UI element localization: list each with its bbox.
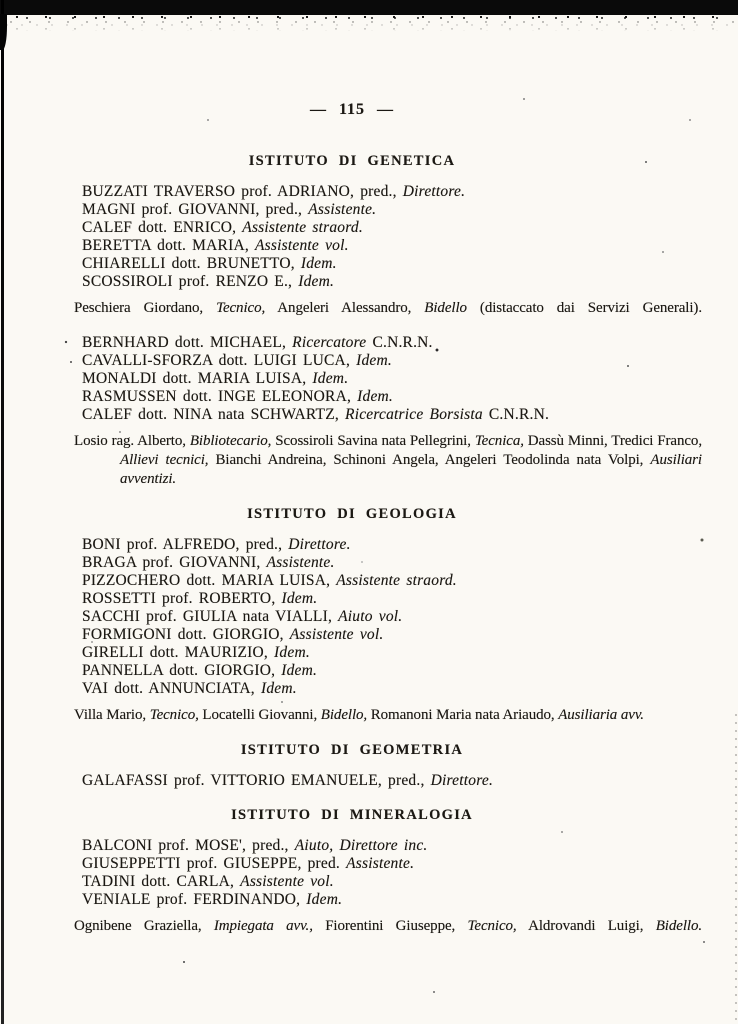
person-name-text: BRAGA prof. GIOVANNI, (82, 554, 267, 571)
person-name-text: BALCONI prof. MOSE', pred., (82, 837, 295, 854)
role-label: Bibliotecario, (189, 433, 272, 449)
scan-left-edge-line (1, 0, 4, 1024)
role-label: Direttore. (430, 772, 494, 789)
staff-list (82, 772, 702, 790)
role-label: Tecnica, (474, 433, 524, 449)
person-name-text: C.N.R.N. (482, 406, 550, 423)
role-label: Bidello (424, 300, 467, 316)
role-label: Direttore. (402, 183, 466, 200)
role-label: Assistente vol. (289, 626, 384, 643)
staff-entry (82, 662, 702, 680)
staff-entry (82, 352, 702, 370)
person-name-text: Losio rag. Alberto, (74, 433, 190, 449)
staff-paragraph (74, 299, 702, 318)
scan-right-edge-marks (735, 714, 737, 1024)
role-label: Idem. (274, 644, 310, 661)
role-label: Ausiliaria avv. (558, 707, 644, 723)
staff-entry (82, 536, 702, 554)
section-title: ISTITUTO DI GEOLOGIA (247, 506, 457, 522)
staff-entry (82, 406, 702, 424)
role-label: Idem. (260, 680, 297, 697)
role-label: Aiuto vol. (338, 608, 403, 625)
person-name-text: Dassù Minni, Tredici Franco, (523, 433, 702, 449)
staff-entry (82, 273, 702, 291)
staff-list (82, 536, 702, 698)
staff-entry (82, 201, 702, 219)
staff-entry (82, 873, 702, 891)
role-label: Assistente vol. (240, 873, 334, 890)
person-name-text: TADINI dott. CARLA, (82, 873, 241, 890)
role-label: Idem. (312, 370, 349, 387)
role-label: Idem. (281, 662, 318, 679)
person-name-text: Ognibene Graziella, (74, 918, 214, 934)
staff-entry (82, 891, 702, 909)
staff-entry (82, 855, 702, 873)
staff-entry (82, 219, 702, 237)
staff-entry (82, 255, 702, 273)
scan-corner-blob (0, 14, 7, 50)
person-name-text: MAGNI prof. GIOVANNI, pred., (82, 201, 309, 218)
scan-top-band (0, 0, 738, 15)
role-label: Idem. (300, 255, 337, 272)
staff-entry (82, 680, 702, 698)
person-name-text: RASMUSSEN dott. INGE ELEONORA, (82, 388, 358, 405)
person-name-text: PANNELLA dott. GIORGIO, (82, 662, 282, 679)
institute-section (82, 741, 702, 790)
person-name-text: Bianchi Andreina, Schinoni Angela, Angeleri Teodolinda nata Volpi, (208, 452, 651, 468)
person-name-text: SACCHI prof. GIULIA nata VIALLI, (82, 608, 339, 625)
role-label: Assistente. (346, 855, 415, 872)
staff-entry (82, 334, 702, 352)
person-name-text: CALEF dott. ENRICO, (82, 219, 243, 236)
role-label: Allievi tecnici, (120, 452, 209, 468)
role-label: Ricercatrice Borsista (345, 406, 483, 423)
person-name-text: Locatelli Giovanni, (198, 707, 321, 723)
person-name-text: BERETTA dott. MARIA, (82, 237, 256, 254)
person-name-text: ROSSETTI prof. ROBERTO, (82, 590, 282, 607)
staff-list (82, 183, 702, 291)
role-label: Bidello. (655, 918, 703, 934)
person-name-text: CAVALLI-SFORZA dott. LUIGI LUCA, (82, 352, 357, 369)
role-label: Assistente straord. (242, 219, 363, 236)
section-title: ISTITUTO DI GEOMETRIA (240, 742, 464, 758)
person-name-text: FORMIGONI dott. GIORGIO, (82, 626, 290, 643)
role-label: Idem. (306, 891, 343, 908)
staff-entry (82, 370, 702, 388)
section-title: ISTITUTO DI GENETICA (248, 153, 456, 169)
institute-section (74, 505, 702, 725)
staff-list (82, 334, 702, 424)
staff-paragraph (74, 706, 702, 725)
person-name-text: Aldrovandi Luigi, (516, 918, 656, 934)
staff-list (82, 837, 702, 909)
role-label: Idem. (281, 590, 318, 607)
staff-paragraph (74, 432, 702, 489)
person-name-text: Scossiroli Savina nata Pellegrini, (271, 433, 475, 449)
role-label: Tecnico, (149, 707, 199, 723)
role-label: Assistente vol. (255, 237, 349, 254)
section-title: ISTITUTO DI MINERALOGIA (231, 807, 473, 823)
role-label: Assistente straord. (336, 572, 457, 589)
role-label: Aiuto, Direttore inc. (294, 837, 428, 854)
person-name-text: Villa Mario, (74, 707, 150, 723)
role-label: Ausiliari avventizi. (120, 452, 702, 487)
staff-entry (82, 837, 702, 855)
person-name-text: PIZZOCHERO dott. MARIA LUISA, (82, 572, 337, 589)
page-number: — 115 — (309, 101, 395, 118)
staff-paragraph (74, 917, 702, 936)
page-content (0, 100, 738, 936)
person-name-text: BUZZATI TRAVERSO prof. ADRIANO, pred., (82, 183, 403, 200)
person-name-text: (distaccato dai Servizi Generali). (466, 300, 702, 316)
role-label: Impiegata avv., (213, 918, 313, 934)
person-name-text: VENIALE prof. FERDINANDO, (82, 891, 307, 908)
role-label: Assistente. (308, 201, 377, 218)
person-name-text: CHIARELLI dott. BRUNETTO, (82, 255, 301, 272)
role-label: Tecnico, (216, 300, 266, 316)
person-name-text: Peschiera Giordano, (74, 300, 217, 316)
staff-entry (82, 388, 702, 406)
role-label: Ricercatore (292, 334, 367, 351)
person-name-text: CALEF dott. NINA nata SCHWARTZ, (82, 406, 346, 423)
person-name-text: Fiorentini Giuseppe, (312, 918, 468, 934)
person-name-text: C.N.R.N. (366, 334, 433, 351)
staff-entry (82, 608, 702, 626)
scan-noise-fringe (0, 15, 738, 32)
role-label: Idem. (357, 388, 394, 405)
person-name-text: GIUSEPPETTI prof. GIUSEPPE, pred. (82, 855, 347, 872)
staff-entry (82, 644, 702, 662)
person-name-text: BONI prof. ALFREDO, pred., (82, 536, 289, 553)
person-name-text: Angeleri Alessandro, (265, 300, 425, 316)
institute-section (74, 806, 703, 936)
staff-entry (82, 772, 702, 790)
role-label: Direttore. (288, 536, 351, 553)
staff-entry (82, 590, 702, 608)
role-label: Idem. (298, 273, 335, 290)
document-body (74, 152, 703, 936)
role-label: Assistente. (266, 554, 335, 571)
staff-entry (82, 237, 702, 255)
staff-entry (82, 626, 702, 644)
person-name-text: BERNHARD dott. MICHAEL, (82, 334, 293, 351)
staff-entry (82, 572, 702, 590)
role-label: Bidello, (320, 707, 368, 723)
person-name-text: GALAFASSI prof. VITTORIO EMANUELE, pred., (82, 772, 431, 789)
person-name-text: VAI dott. ANNUNCIATA, (82, 680, 261, 697)
institute-section (74, 152, 702, 489)
staff-entry (82, 554, 702, 572)
role-label: Idem. (356, 352, 392, 369)
role-label: Tecnico, (467, 918, 517, 934)
staff-entry (82, 183, 702, 201)
person-name-text: MONALDI dott. MARIA LUISA, (82, 370, 313, 387)
person-name-text: GIRELLI dott. MAURIZIO, (82, 644, 275, 661)
person-name-text: Romanoni Maria nata Ariaudo, (367, 707, 559, 723)
person-name-text: SCOSSIROLI prof. RENZO E., (82, 273, 299, 290)
